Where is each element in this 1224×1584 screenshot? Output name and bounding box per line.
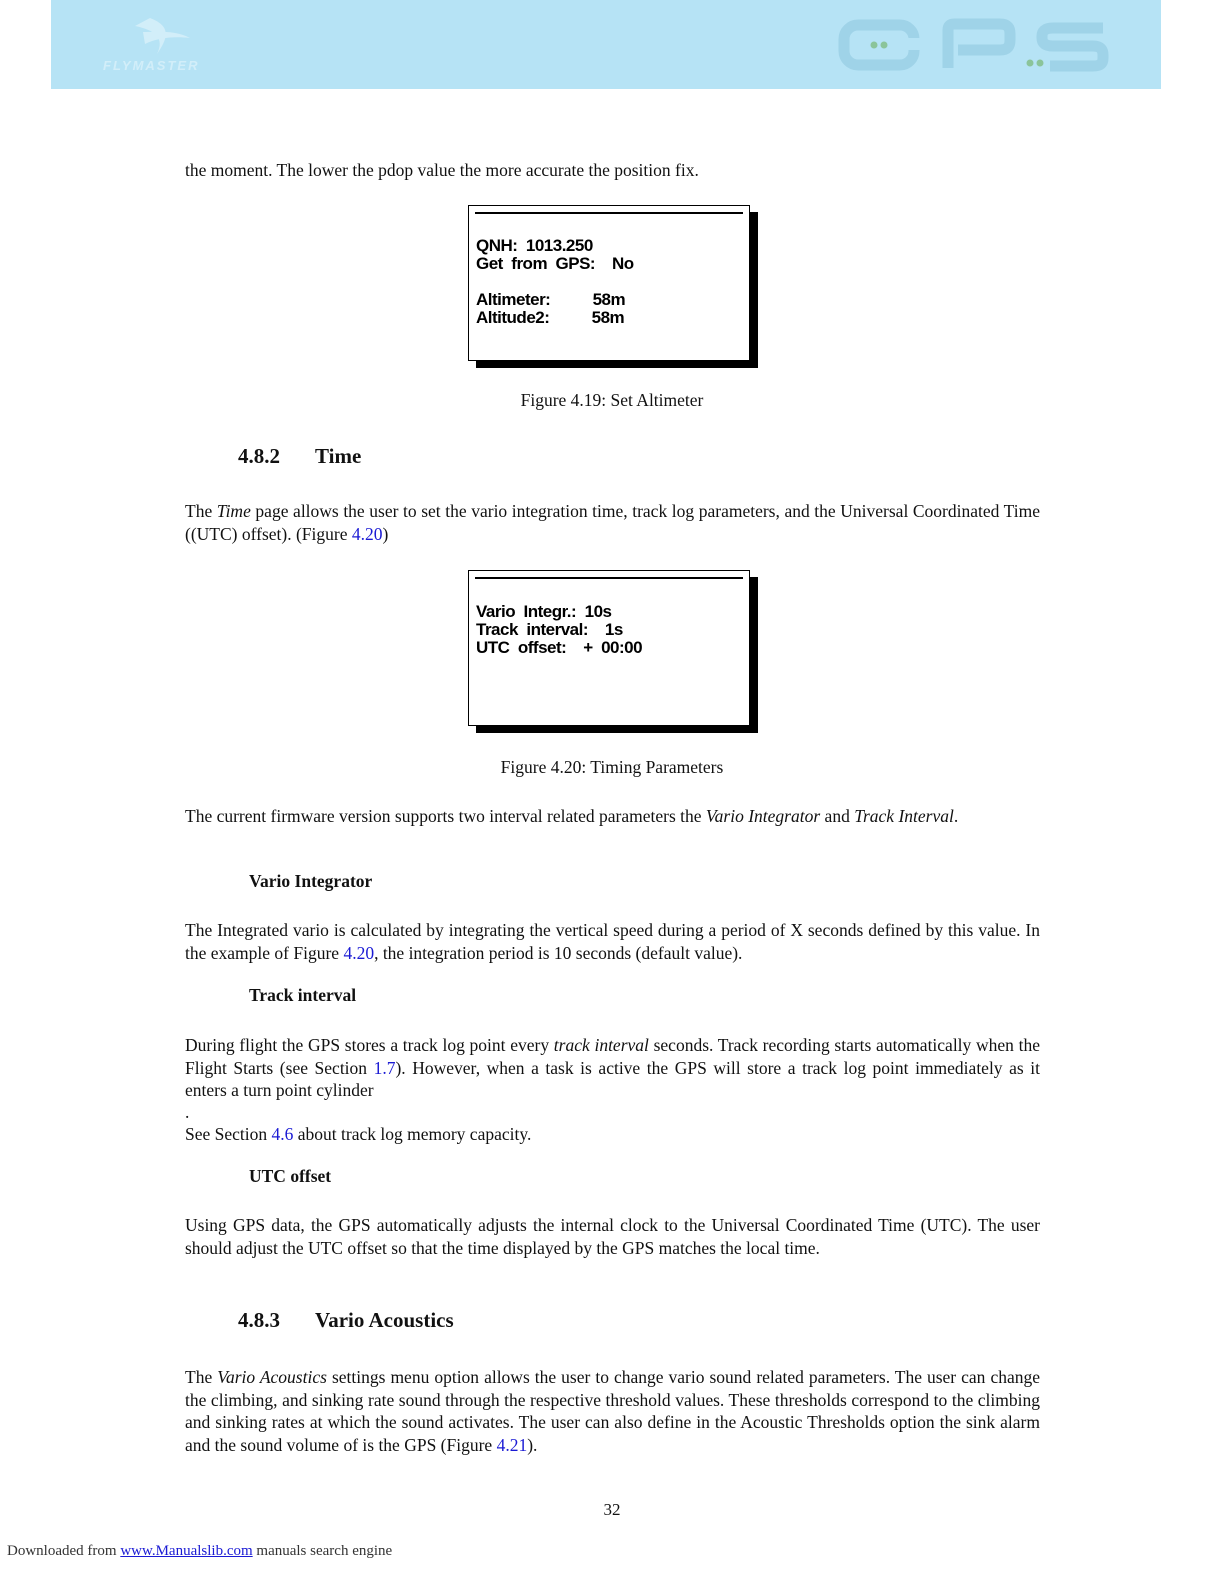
manualslib-link[interactable]: www.Manualslib.com [120,1543,253,1559]
qnh-readout: QNH: 1013.250 [476,236,593,255]
emphasis-track-interval: track interval [553,1035,649,1055]
utc-offset-paragraph: Using GPS data, the GPS automatically adjusts the internal clock to the Universal Coordinated Time (UTC). The user should adjust the UTC offset so that the time displayed by the GPS matches the local time. [185,1215,1040,1258]
emphasis-vario-integrator: Vario Integrator [705,806,821,826]
text-run: and [820,806,855,826]
gps-logo-graphic [838,18,1113,73]
text-run: During flight the GPS stores a track log point every [185,1035,554,1055]
vario-integrator-paragraph [185,919,1040,964]
flymaster-logo [95,10,225,80]
heading-utc-offset: UTC offset [249,1166,332,1186]
emphasis-time: Time [216,501,251,521]
emphasis-vario-acoustics: Vario Acoustics [217,1367,327,1387]
text-run: Downloaded from [7,1543,121,1559]
section-title: Vario Acoustics [315,1308,454,1332]
text-run: settings menu option allows the user to change vario sound related parameters. The user can change the climbing, and sinking rate sound through the respective threshold values. These thresholds correspond to the climbing and sinking rates at which the sound activates. The user can also define in the Acoustic Thresholds option the sink alarm and the sound volume of is the GPS (Figure [185,1367,1040,1455]
figure-4-19-caption: Figure 4.19: Set Altimeter [520,390,704,410]
text-run: The [185,501,217,521]
text-run: The Integrated vario is calculated by integrating the vertical speed during a period of X seconds defined by this value. In the example of Figure [185,920,1040,963]
text-run: . [953,806,959,826]
figure-link-4-20[interactable]: 4.20 [343,942,375,963]
altimeter-readout: Altimeter: 58m [476,290,626,309]
flymaster-logo-text: FLYMASTER [103,58,200,73]
figure-4-19-screen [468,205,750,361]
track-interval-readout: Track interval: 1s [476,620,623,639]
section-title: Time [315,444,362,468]
figure-4-20-caption: Figure 4.20: Timing Parameters [500,757,724,777]
figure-4-20-screen [468,570,750,726]
section-heading-vario-acoustics [238,1308,454,1333]
text-run: seconds. Track recording starts automatically when the Flight Starts (see Section [185,1035,1040,1078]
track-interval-paragraph [185,1034,1040,1102]
screen-title-rule [475,212,743,214]
text-run: manuals search engine [252,1543,393,1559]
page-number: 32 [603,1500,621,1519]
text-run: The current firmware version supports two interval related parameters the [185,806,706,826]
screen-title-rule [475,577,743,579]
firmware-paragraph [185,805,1040,828]
download-footer [7,1543,392,1560]
figure-link-4-21[interactable]: 4.21 [496,1434,528,1455]
track-memory-paragraph [185,1123,1040,1146]
text-run: page allows the user to set the vario integration time, track log parameters, and the Universal Coordinated Time ((UTC) offset). (Figure [185,501,1040,544]
section-link-4-6[interactable]: 4.6 [271,1124,294,1144]
stray-period: . [185,1102,190,1122]
vario-acoustics-paragraph [185,1366,1040,1456]
gps-logo [838,18,1113,78]
altitude2-readout: Altitude2: 58m [476,308,625,327]
section-number: 4.8.3 [238,1308,280,1332]
section-link-1-7[interactable]: 1.7 [373,1057,396,1078]
section-heading-time [238,444,361,469]
intro-paragraph: the moment. The lower the pdop value the more accurate the position fix. [185,160,699,180]
text-run: , the integration period is 10 seconds (default value). [374,942,743,963]
time-paragraph [185,500,1040,545]
text-run: about track log memory capacity. [293,1124,532,1144]
emphasis-track-interval: Track Interval [854,806,954,826]
text-run: ). [527,1434,538,1455]
utc-offset-readout: UTC offset: + 00:00 [476,638,643,657]
vario-integr-readout: Vario Integr.: 10s [476,602,612,621]
flymaster-wing-icon [95,10,225,60]
section-number: 4.8.2 [238,444,280,468]
figure-link-4-20[interactable]: 4.20 [351,523,383,544]
text-run: ). However, when a task is active the GPS will store a track log point immediately as it enters a turn point cylinder [185,1057,1040,1100]
text-run: The [185,1367,218,1387]
get-from-gps-readout: Get from GPS: No [476,254,634,273]
heading-vario-integrator: Vario Integrator [249,871,373,891]
text-run: See Section [185,1124,272,1144]
heading-track-interval: Track interval [249,985,357,1005]
text-run: ) [382,523,389,544]
